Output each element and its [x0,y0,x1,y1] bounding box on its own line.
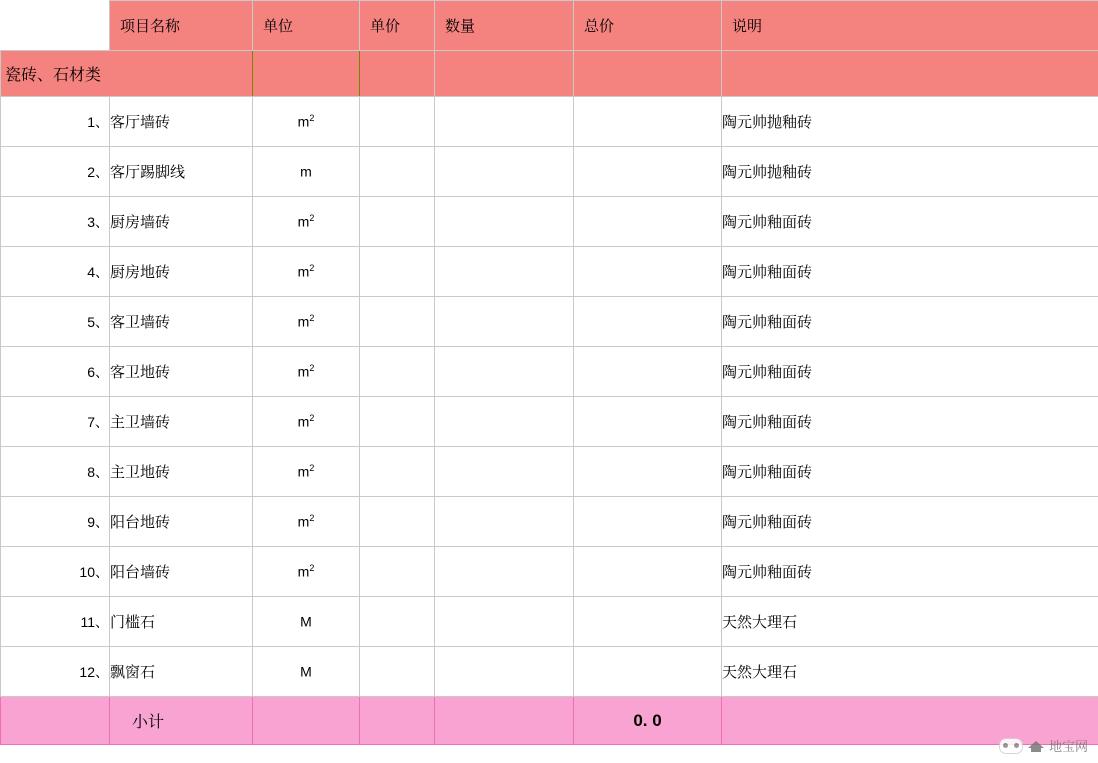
table-row [1,147,1098,197]
row-quantity[interactable] [435,347,574,397]
category-label: 瓷砖、石材类 [1,51,253,97]
row-total[interactable] [574,447,722,497]
category-row [1,51,1098,97]
table-row [1,597,1098,647]
table-row [1,497,1098,547]
row-unit [253,397,360,447]
row-note: 天然大理石 [722,647,1098,697]
header-cell-quantity: 数量 [435,1,574,51]
row-unit-text: m [297,463,310,480]
row-price[interactable] [360,447,435,497]
table-row [1,447,1098,497]
subtotal-row [1,697,1098,745]
row-unit-text: m [297,263,310,280]
header-cell-note: 说明 [722,1,1098,51]
row-unit-text: m [297,213,310,230]
row-unit [253,297,360,347]
header-cell-name: 项目名称 [110,1,253,51]
header-cell-index [1,1,110,51]
row-name: 门槛石 [110,597,253,647]
row-name: 客厅踢脚线 [110,147,253,197]
category-cell-quantity [435,51,574,97]
row-price[interactable] [360,147,435,197]
table-row [1,97,1098,147]
row-note: 陶元帅抛釉砖 [722,97,1098,147]
row-index: 8、 [1,447,110,497]
table-row [1,547,1098,597]
row-index: 12、 [1,647,110,697]
row-price[interactable] [360,497,435,547]
row-name: 主卫墙砖 [110,397,253,447]
row-index: 4、 [1,247,110,297]
row-note: 陶元帅釉面砖 [722,197,1098,247]
row-index: 11、 [1,597,110,647]
row-unit [253,247,360,297]
row-total[interactable] [574,647,722,697]
row-unit [253,147,360,197]
header-cell-total: 总价 [574,1,722,51]
row-unit [253,447,360,497]
row-quantity[interactable] [435,397,574,447]
row-unit [253,597,360,647]
row-price[interactable] [360,347,435,397]
row-unit-text: M [300,663,312,680]
row-unit-text: m [297,413,310,430]
watermark-eyes-icon [999,738,1023,754]
row-index: 3、 [1,197,110,247]
row-index: 5、 [1,297,110,347]
table-row [1,197,1098,247]
row-total[interactable] [574,197,722,247]
header-cell-price: 单价 [360,1,435,51]
subtotal-price [360,697,435,745]
row-quantity[interactable] [435,497,574,547]
row-quantity[interactable] [435,297,574,347]
house-icon [1028,739,1044,753]
row-total[interactable] [574,547,722,597]
row-name: 客厅墙砖 [110,97,253,147]
watermark-text: 地宝网 [1048,739,1088,754]
category-cell-note [722,51,1098,97]
row-total[interactable] [574,597,722,647]
row-price[interactable] [360,297,435,347]
row-unit [253,97,360,147]
row-name: 阳台墙砖 [110,547,253,597]
row-name: 主卫地砖 [110,447,253,497]
row-name: 飘窗石 [110,647,253,697]
row-unit-exponent: 2 [309,463,315,474]
category-cell-price [360,51,435,97]
table-row [1,397,1098,447]
table-row [1,347,1098,397]
category-cell-unit [253,51,360,97]
row-price[interactable] [360,197,435,247]
row-unit [253,197,360,247]
row-unit-text: m [300,163,312,180]
row-note: 陶元帅釉面砖 [722,547,1098,597]
row-total[interactable] [574,397,722,447]
subtotal-unit [253,697,360,745]
row-total[interactable] [574,247,722,297]
row-name: 阳台地砖 [110,497,253,547]
row-unit [253,647,360,697]
row-index: 6、 [1,347,110,397]
subtotal-total: 0. 0 [574,697,722,745]
header-cell-unit: 单位 [253,1,360,51]
row-note: 天然大理石 [722,597,1098,647]
row-total[interactable] [574,147,722,197]
row-unit-exponent: 2 [309,263,315,274]
row-unit-text: m [297,513,310,530]
row-index: 9、 [1,497,110,547]
row-note: 陶元帅釉面砖 [722,497,1098,547]
row-unit [253,347,360,397]
row-unit-exponent: 2 [309,213,315,224]
row-unit-text: M [300,613,312,630]
row-quantity[interactable] [435,647,574,697]
row-unit [253,547,360,597]
row-note: 陶元帅釉面砖 [722,297,1098,347]
row-total[interactable] [574,297,722,347]
row-unit-exponent: 2 [309,363,315,374]
row-total[interactable] [574,347,722,397]
row-name: 客卫墙砖 [110,297,253,347]
row-unit-exponent: 2 [309,513,315,524]
subtotal-quantity [435,697,574,745]
row-quantity[interactable] [435,197,574,247]
row-unit-exponent: 2 [309,313,315,324]
site-watermark [999,736,1088,755]
row-total[interactable] [574,97,722,147]
subtotal-label: 小计 [110,697,253,745]
row-quantity[interactable] [435,597,574,647]
row-unit-text: m [297,113,310,130]
row-quantity[interactable] [435,147,574,197]
row-quantity[interactable] [435,447,574,497]
row-name: 客卫地砖 [110,347,253,397]
table-row [1,247,1098,297]
row-unit-exponent: 2 [309,413,315,424]
row-price[interactable] [360,647,435,697]
row-index: 1、 [1,97,110,147]
row-note: 陶元帅釉面砖 [722,247,1098,297]
category-cell-total [574,51,722,97]
table-row [1,297,1098,347]
table-header-row [1,1,1098,51]
row-note: 陶元帅釉面砖 [722,347,1098,397]
row-index: 2、 [1,147,110,197]
row-note: 陶元帅抛釉砖 [722,147,1098,197]
row-unit-exponent: 2 [309,113,315,124]
row-name: 厨房墙砖 [110,197,253,247]
subtotal-index [1,697,110,745]
row-unit-text: m [297,313,310,330]
row-quantity[interactable] [435,547,574,597]
row-price[interactable] [360,397,435,447]
row-note: 陶元帅釉面砖 [722,397,1098,447]
row-quantity[interactable] [435,247,574,297]
row-price[interactable] [360,547,435,597]
row-unit-exponent: 2 [309,563,315,574]
row-unit [253,497,360,547]
row-unit-text: m [297,363,310,380]
row-note: 陶元帅釉面砖 [722,447,1098,497]
row-index: 10、 [1,547,110,597]
row-total[interactable] [574,497,722,547]
row-index: 7、 [1,397,110,447]
row-price[interactable] [360,597,435,647]
row-name: 厨房地砖 [110,247,253,297]
row-price[interactable] [360,247,435,297]
row-unit-text: m [297,563,310,580]
row-price[interactable] [360,97,435,147]
row-quantity[interactable] [435,97,574,147]
table-row [1,647,1098,697]
